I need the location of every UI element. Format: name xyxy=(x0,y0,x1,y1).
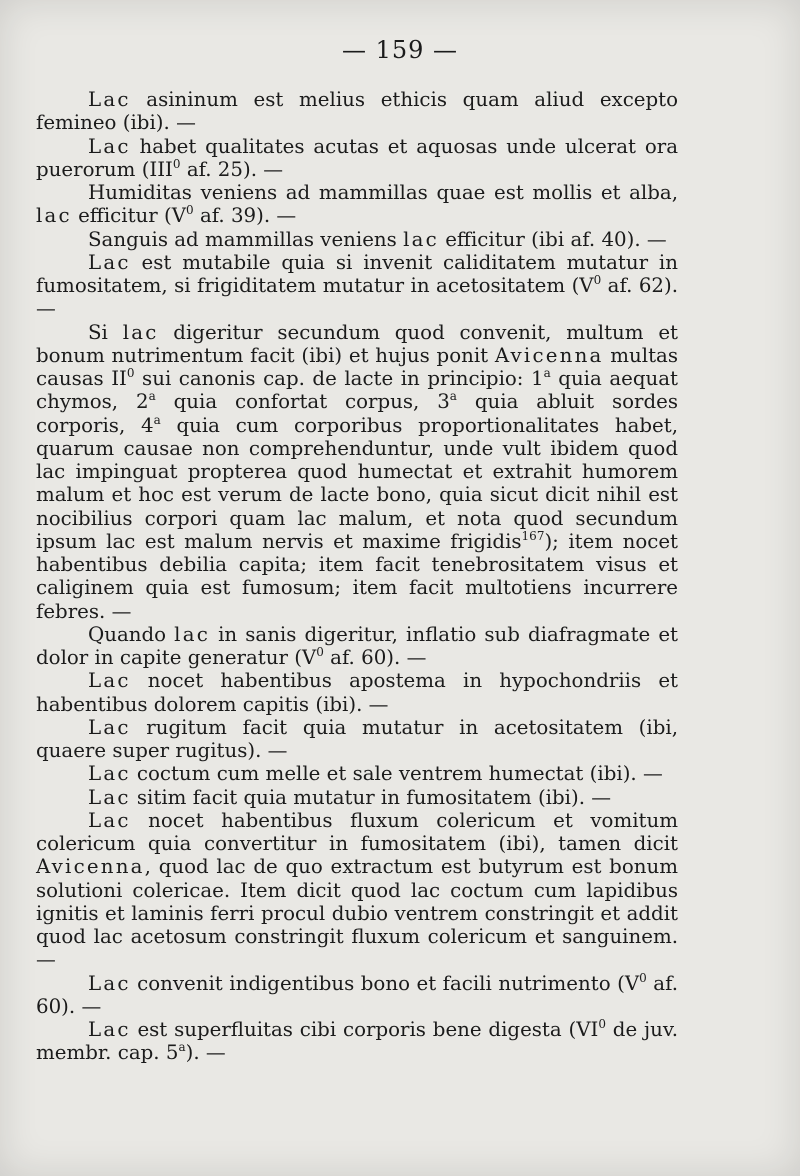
superscript: a xyxy=(543,366,551,380)
text-run: nocet habentibus apostema in hypochondriis et habentibus dolorem capitis (ibi). — xyxy=(36,669,678,716)
text-run: habet qualitates acutas et aquosas unde ulcerat ora puerorum (III xyxy=(36,134,678,181)
paragraph xyxy=(36,1018,678,1065)
paragraph xyxy=(36,972,678,1019)
text-run: af. 60). — xyxy=(36,971,678,1018)
spaced-keyword: Lac xyxy=(88,785,131,809)
spaced-keyword: Lac xyxy=(88,250,131,274)
superscript: 0 xyxy=(186,203,194,218)
spaced-keyword: Avicenna xyxy=(494,343,604,367)
text-run: af. 39). — xyxy=(193,204,297,228)
text-run: ); item nocet habentibus debilia capita; item facit tenebrositatem visus et caliginem quia est fumosum; item facit multotiens incurrere febres. — xyxy=(36,529,678,623)
text-run: quia aequat chymos, 2 xyxy=(36,367,678,414)
text-run: rugitum facit quia mutatur in acetositatem (ibi, quaere super rugitus). — xyxy=(36,715,678,762)
text-run: coctum cum melle et sale ventrem humectat (ibi). — xyxy=(130,762,663,786)
superscript: 0 xyxy=(598,1017,606,1031)
superscript: 0 xyxy=(126,366,135,380)
paragraph xyxy=(36,623,678,670)
paragraph xyxy=(36,251,678,321)
text-run: Humiditas veniens ad mammillas quae est mollis et alba, xyxy=(88,181,678,204)
paragraph xyxy=(36,809,678,972)
superscript: 0 xyxy=(639,970,647,985)
text-run: Si xyxy=(88,320,123,344)
paragraph xyxy=(36,762,678,785)
text-run: nocet habentibus fluxum colericum et vomitum colericum quia convertitur in fumositatem (ibi), tamen dicit xyxy=(36,808,678,855)
superscript: 167 xyxy=(521,528,545,543)
paragraph xyxy=(36,716,678,763)
spaced-keyword: Lac xyxy=(88,88,131,111)
text-run: digeritur secundum quod convenit, multum et bonum nutrimentum facit (ibi) et hujus ponit xyxy=(36,320,678,367)
superscript: 0 xyxy=(172,156,181,171)
text-run: convenit indigentibus bono et facili nutrimento (V xyxy=(130,971,640,995)
text-run: quia confortat corpus, 3 xyxy=(155,390,450,414)
paragraph xyxy=(36,88,678,135)
paragraph xyxy=(36,228,678,251)
text-run: af. 62). — xyxy=(36,274,679,321)
spaced-keyword: Lac xyxy=(88,715,131,739)
superscript: a xyxy=(178,1040,186,1055)
spaced-keyword: Avicenna xyxy=(36,855,145,879)
paragraph xyxy=(36,321,678,623)
paragraph xyxy=(36,181,678,228)
body-text xyxy=(36,88,678,1065)
text-run: quia abluit sordes corporis, 4 xyxy=(36,390,678,437)
text-run: in sanis digeritur, inflatio sub diafragmate et dolor in capite generatur (V xyxy=(36,622,678,669)
superscript: a xyxy=(449,389,457,404)
spaced-keyword: lac xyxy=(36,204,72,228)
text-run: Sanguis ad mammillas veniens xyxy=(88,227,404,251)
spaced-keyword: Lac xyxy=(88,808,131,832)
spaced-keyword: lac xyxy=(122,320,159,344)
spaced-keyword: Lac xyxy=(88,971,131,995)
page-number-header: — 159 — xyxy=(341,36,459,64)
paragraph xyxy=(36,669,678,716)
text-run: Quando xyxy=(88,622,175,646)
spaced-keyword: Lac xyxy=(88,1018,131,1041)
text-run: est mutabile quia si invenit caliditatem mutatur in fumositatem, si frigiditatem mutatur in acetositatem (V xyxy=(36,250,678,297)
paragraph xyxy=(36,135,678,182)
text-run: , quod lac de quo extractum est butyrum est bonum solutioni colericae. Item dicit quod lac coctum cum lapidibus ignitis et laminis ferri procul dubio ventrem constringit et addit quod lac acetosum constringit fluxum colericum et sanguinem. — xyxy=(36,855,678,972)
superscript: 0 xyxy=(593,273,602,287)
superscript: 0 xyxy=(316,645,324,659)
text-run: efficitur (ibi af. 40). — xyxy=(438,227,667,251)
text-run: af. 25). — xyxy=(180,157,284,181)
text-run: asininum est melius ethicis quam aliud excepto femineo (ibi). — xyxy=(36,88,678,135)
text-run: ). — xyxy=(185,1041,226,1065)
superscript: a xyxy=(148,389,156,404)
text-run: multas causas II xyxy=(36,343,678,390)
text-run: de juv. membr. cap. 5 xyxy=(36,1018,678,1065)
superscript: a xyxy=(153,412,161,427)
spaced-keyword: Lac xyxy=(88,669,131,693)
text-run: sui canonis cap. de lacte in principio: 1 xyxy=(134,367,544,390)
paragraph xyxy=(36,786,678,809)
text-run: est superfluitas cibi corporis bene digesta (VI xyxy=(130,1018,599,1041)
spaced-keyword: Lac xyxy=(88,762,131,786)
spaced-keyword: lac xyxy=(174,622,210,646)
text-run: quia cum corporibus proportionalitates habet, quarum causae non comprehenduntur, unde vult ibidem quod lac impinguat propterea quod humectat et extrahit humorem malum et hoc est verum de lacte bono, quia sicut dicit nihil est nocibilius corpori quam lac malum, et nota quod secundum ipsum lac est malum nervis et maxime frigidis xyxy=(36,413,678,553)
text-run: sitim facit quia mutatur in fumositatem (ibi). — xyxy=(130,785,612,809)
text-run: efficitur (V xyxy=(71,204,187,228)
spaced-keyword: Lac xyxy=(88,134,131,158)
text-run: af. 60). — xyxy=(323,646,427,669)
spaced-keyword: lac xyxy=(403,227,439,251)
